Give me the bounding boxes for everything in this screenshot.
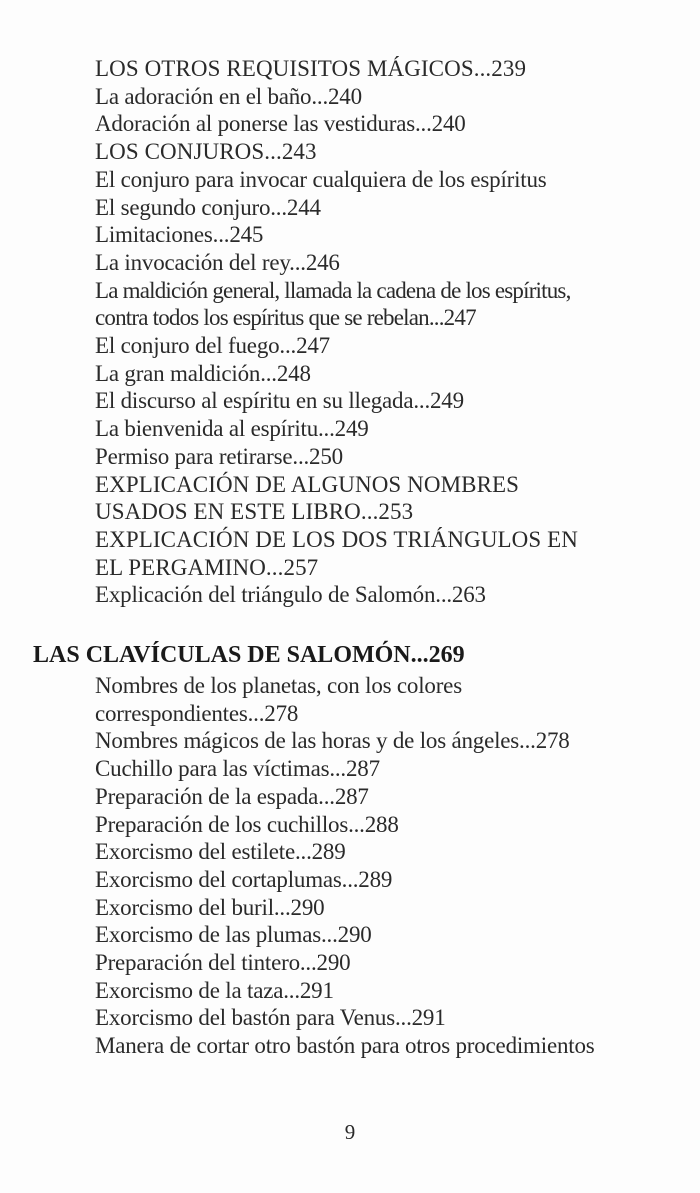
toc-entry: Nombres de los planetas, con los colores xyxy=(95,673,462,698)
toc-entry: Exorcismo del buril...290 xyxy=(95,894,325,920)
toc-entry: La bienvenida al espíritu...249 xyxy=(95,416,369,442)
toc-list-section-2 xyxy=(95,672,675,1060)
toc-entry: Exorcismo de la taza...291 xyxy=(95,977,334,1003)
toc-entry: Manera de cortar otro bastón para otros procedimientos xyxy=(95,1033,595,1059)
toc-entry: Preparación de la espada...287 xyxy=(95,783,369,809)
section-heading: LAS CLAVÍCULAS DE SALOMÓN...269 xyxy=(33,642,465,668)
toc-entry: LOS OTROS REQUISITOS MÁGICOS...239 xyxy=(95,56,527,81)
toc-entry: USADOS EN ESTE LIBRO...253 xyxy=(95,499,414,525)
toc-entry: Limitaciones...245 xyxy=(95,222,264,248)
toc-entry: La invocación del rey...246 xyxy=(95,249,340,275)
toc-entry: EXPLICACIÓN DE ALGUNOS NOMBRES xyxy=(95,471,520,497)
toc-list-section-1 xyxy=(95,55,675,609)
page-number: 9 xyxy=(344,1120,356,1144)
toc-entry: Preparación del tintero...290 xyxy=(95,950,351,976)
toc-entry: contra todos los espíritus que se rebelan...247 xyxy=(95,305,476,331)
toc-entry: Exorcismo del estilete...289 xyxy=(95,839,346,865)
toc-entry: Explicación del triángulo de Salomón...263 xyxy=(95,582,486,608)
toc-entry: Exorcismo del cortaplumas...289 xyxy=(95,866,393,892)
toc-entry: La maldición general, llamada la cadena de los espíritus, xyxy=(95,277,571,303)
toc-entry: Permiso para retirarse...250 xyxy=(95,443,343,469)
toc-entry: Nombres mágicos de las horas y de los ángeles...278 xyxy=(95,728,570,754)
toc-entry: EL PERGAMINO...257 xyxy=(95,554,319,580)
toc-entry: Exorcismo del bastón para Venus...291 xyxy=(95,1005,446,1031)
toc-entry: La adoración en el baño...240 xyxy=(95,83,362,109)
toc-entry: Exorcismo de las plumas...290 xyxy=(95,922,372,948)
toc-entry: Cuchillo para las víctimas...287 xyxy=(95,756,380,782)
toc-entry: El conjuro del fuego...247 xyxy=(95,333,330,359)
toc-entry: Preparación de los cuchillos...288 xyxy=(95,811,399,837)
toc-entry: La gran maldición...248 xyxy=(95,360,311,386)
toc-entry: EXPLICACIÓN DE LOS DOS TRIÁNGULOS EN xyxy=(95,526,578,552)
toc-entry: El discurso al espíritu en su llegada...249 xyxy=(95,388,464,414)
toc-entry: LOS CONJUROS...243 xyxy=(95,139,317,165)
toc-entry: El segundo conjuro...244 xyxy=(95,194,321,220)
toc-entry: correspondientes...278 xyxy=(95,700,299,726)
toc-entry: El conjuro para invocar cualquiera de los espíritus xyxy=(95,166,547,192)
toc-entry: Adoración al ponerse las vestiduras...240 xyxy=(95,111,466,137)
